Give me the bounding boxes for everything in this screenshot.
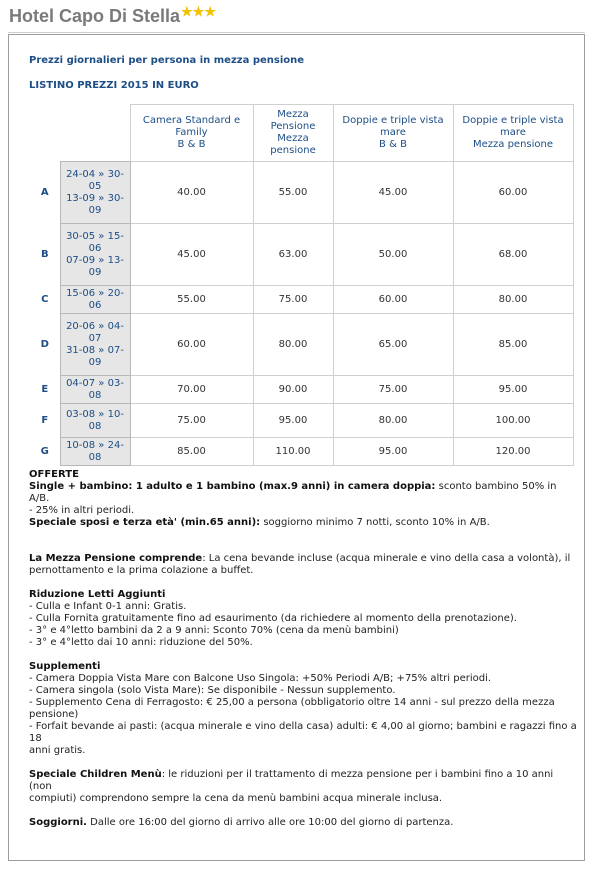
offerte-title: OFFERTE: [29, 469, 79, 480]
price-cell: 55.00: [253, 162, 333, 224]
table-row: [30, 286, 573, 314]
table-row: [30, 224, 573, 286]
price-list-heading: LISTINO PREZZI 2015 IN EURO: [29, 80, 199, 91]
price-cell: 95.00: [333, 438, 453, 466]
price-cell: 45.00: [333, 162, 453, 224]
supplementi-item: - Supplemento Cena di Ferragosto: € 25,00 a persona (obbligatorio oltre 14 anni - sul prezzo della mezza: [29, 697, 555, 708]
price-cell: 120.00: [453, 438, 573, 466]
season-period: 04-07 » 03- 08: [60, 376, 130, 404]
sposi-offer-text: soggiorno minimo 7 notti, sconto 10% in A/B.: [260, 517, 490, 528]
price-cell: 60.00: [333, 286, 453, 314]
price-cell: 90.00: [253, 376, 333, 404]
children-menu-text-2: compiuti) comprendono sempre la cena da menù bambini acqua minerale inclusa.: [29, 793, 443, 804]
price-cell: 75.00: [130, 404, 253, 438]
price-cell: 40.00: [130, 162, 253, 224]
price-cell: 85.00: [130, 438, 253, 466]
price-cell: 68.00: [453, 224, 573, 286]
price-cell: 55.00: [130, 286, 253, 314]
table-row: [30, 376, 573, 404]
price-cell: 75.00: [333, 376, 453, 404]
table-row: [30, 162, 573, 224]
supplementi-item: - Camera singola (solo Vista Mare): Se disponibile - Nessun supplemento.: [29, 685, 396, 696]
soggiorni-label: Soggiorni.: [29, 817, 87, 828]
supplementi-item: - Forfait bevande ai pasti: (acqua minerale e vino della casa) adulti: € 4,00 al giorno; bambini e ragazzi fino a 18: [29, 721, 577, 744]
price-cell: 80.00: [453, 286, 573, 314]
riduzione-item: - Culla e Infant 0-1 anni: Gratis.: [29, 601, 187, 612]
soggiorni-text: Dalle ore 16:00 del giorno di arrivo alle ore 10:00 del giorno di partenza.: [86, 817, 454, 828]
supplementi-item: anni gratis.: [29, 745, 86, 756]
mezza-pensione-text-2: pernottamento e la prima colazione a buffet.: [29, 565, 254, 576]
season-letter: B: [40, 248, 49, 260]
hotel-title: [9, 6, 216, 27]
table-header-row: [30, 105, 573, 162]
season-letter: D: [40, 338, 49, 350]
price-cell: 85.00: [453, 314, 573, 376]
terms-section: [29, 469, 577, 841]
header-blank: [60, 105, 130, 162]
children-menu-label: Speciale Children Menù: [29, 769, 162, 780]
mezza-pensione-label: La Mezza Pensione comprende: [29, 553, 203, 564]
price-cell: 70.00: [130, 376, 253, 404]
season-period: 10-08 » 24- 08: [60, 438, 130, 466]
riduzione-item: - 3° e 4°letto bambini da 2 a 9 anni: Sconto 70% (cena da menù bambini): [29, 625, 399, 636]
riduzione-title: Riduzione Letti Aggiunti: [29, 589, 166, 600]
price-cell: 65.00: [333, 314, 453, 376]
table-row: [30, 404, 573, 438]
single-offer-text-2: - 25% in altri periodi.: [29, 505, 135, 516]
price-cell: 45.00: [130, 224, 253, 286]
single-offer-text: sconto bambino 50% in A/B.: [29, 481, 557, 504]
season-period: 03-08 » 10- 08: [60, 404, 130, 438]
column-header-4: Doppie e triple vista mare Mezza pensione: [453, 105, 573, 162]
supplementi-title: Supplementi: [29, 661, 101, 672]
mezza-pensione-text: : La cena bevande incluse (acqua minerale e vino della casa a volontà), il: [202, 553, 571, 564]
riduzione-item: - 3° e 4°letto dai 10 anni: riduzione del 50%.: [29, 637, 253, 648]
price-cell: 100.00: [453, 404, 573, 438]
price-table: [30, 104, 574, 466]
column-header-2: Mezza Pensione Mezza pensione: [253, 105, 333, 162]
riduzione-item: - Culla Fornita gratuitamente fino ad esaurimento (da richiedere al momento della prenotazione).: [29, 613, 517, 624]
column-header-1: Camera Standard e Family B & B: [130, 105, 253, 162]
price-cell: 60.00: [130, 314, 253, 376]
hotel-name: Hotel Capo Di Stella: [9, 6, 181, 26]
price-cell: 50.00: [333, 224, 453, 286]
intro-heading: Prezzi giornalieri per persona in mezza pensione: [29, 55, 305, 66]
children-menu-text: : le riduzioni per il trattamento di mezza pensione per i bambini fino a 10 anni (non: [29, 769, 554, 792]
season-letter: G: [40, 445, 49, 457]
season-letter: E: [41, 383, 49, 395]
column-header-3: Doppie e triple vista mare B & B: [333, 105, 453, 162]
single-offer-label: Single + bambino: 1 adulto e 1 bambino (max.9 anni) in camera doppia:: [29, 481, 436, 492]
season-period: 20-06 » 04- 07 31-08 » 07- 09: [60, 314, 130, 376]
season-period: 30-05 » 15- 06 07-09 » 13- 09: [60, 224, 130, 286]
price-cell: 95.00: [253, 404, 333, 438]
star-rating-icon: ★★★: [181, 4, 216, 19]
supplementi-item: - Camera Doppia Vista Mare con Balcone Uso Singola: +50% Periodi A/B; +75% altri periodi.: [29, 673, 492, 684]
season-letter: C: [41, 293, 49, 305]
season-letter: F: [41, 414, 49, 426]
header-blank: [30, 105, 60, 162]
price-cell: 63.00: [253, 224, 333, 286]
season-period: 15-06 » 20- 06: [60, 286, 130, 314]
title-divider: [8, 32, 585, 33]
price-cell: 80.00: [253, 314, 333, 376]
price-cell: 80.00: [333, 404, 453, 438]
price-cell: 110.00: [253, 438, 333, 466]
table-row: [30, 314, 573, 376]
price-cell: 95.00: [453, 376, 573, 404]
table-row: [30, 438, 573, 466]
supplementi-item: pensione): [29, 709, 79, 720]
price-cell: 60.00: [453, 162, 573, 224]
season-letter: A: [40, 186, 49, 198]
price-cell: 75.00: [253, 286, 333, 314]
season-period: 24-04 » 30- 05 13-09 » 30- 09: [60, 162, 130, 224]
sposi-offer-label: Speciale sposi e terza età' (min.65 anni):: [29, 517, 261, 528]
